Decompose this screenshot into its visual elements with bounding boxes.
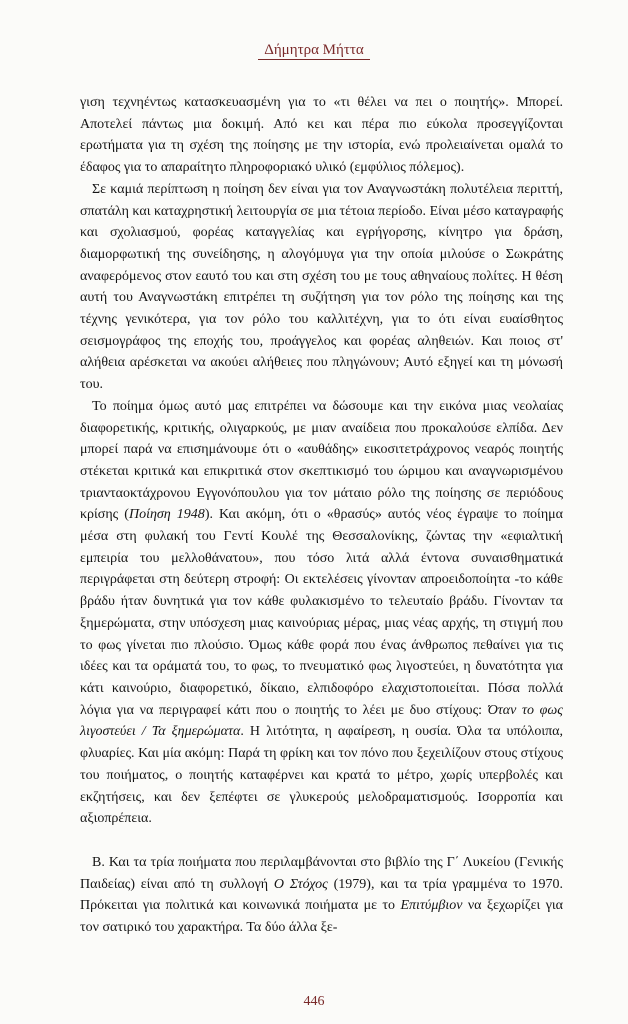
paragraph-3-text-a: Το ποίημα όμως αυτό μας επιτρέπει να δώσουμε και την εικόνα μιας νεολαίας διαφορετικής, κριτικής, ολιγαρκούς, με μιαν αναίδεια που προκαλούσε ελπίδα. Δεν μπορεί παρά να επισημάνουμε ότι ο «αυθάδης» εικοσιτετράχρονος νεαρός ποιητής στέκεται κριτικά και επικριτικά στον σκεπτικισμό του ώριμου και αναγνωρισμένου τριανταοκτάχρονου Εγγονόπουλου για τον μάταιο ρόλο της ποίησης σε περιόδους κρίσης ( [80, 398, 563, 523]
collection-title-o-stochos: Ο Στόχος [273, 876, 328, 892]
paragraph-3-text-b: ). Και ακόμη, ότι ο «θρασύς» αυτός νέος έγραψε το ποίημα μέσα στη φυλακή του Γεντί Κουλέ της Θεσσαλονίκης, ζώντας την «εφιαλτική εμπειρία του μελλοθάνατου», που τόσο λιτά αλλά έντονα συναισθηματικά περιγράφεται στη δεύτερη στροφή: Οι εκτελέσεις γίνονταν απροειδοποίητα -το κάθε βράδυ ήταν δυνητικά για τον κάθε φυλακισμένο το τελευταίο βράδυ. Γίνονταν τα ξημερώματα, στην υπόσχεση μιας καινούριας μέρας, μιας νέας αρχής, τη στιγμή που το φως γίνεται πιο πλούσιο. Όμως κάθε φορά που ένας άνθρωπος πεθαίνει για τις ιδέες και τα οράματά του, το φως, το πνευματικό φως λιγοστεύει, η δυνατότητα για κάτι καινούριο, διαφορετικό, δίκαιο, ελπιδοφόρο ελαχιστοποιείται. Πόσα πολλά λόγια για να περιγραφεί κάτι που ο ποιητής το λέει με δυο στίχους: [80, 507, 563, 718]
section-b-paragraph [80, 852, 563, 939]
body-text [80, 92, 563, 939]
poem-title-poiisi-1948: Ποίηση 1948 [128, 507, 205, 523]
paragraph-3 [80, 396, 563, 830]
page-number: 446 [303, 994, 325, 1009]
section-b-text-a: Β. Και τα τρία ποιήματα που περιλαμβάνονται στο βιβλίο της Γ΄ Λυκείου (Γενικής Παιδείας) είναι από τη συλλογή [80, 854, 563, 892]
section-b-text-c: να ξεχωρίζει για τον σατιρικό του χαρακτήρα. Τα δύο άλλα ξε- [80, 898, 564, 936]
section-b-text-b: (1979), και τα τρία γραμμένα το 1970. Πρόκειται για πολιτικά και κοινωνικά ποιήματα με το [80, 876, 563, 914]
paragraph-2: Σε καμιά περίπτωση η ποίηση δεν είναι για τον Αναγνωστάκη πολυτέλεια περιττή, σπατάλη και καταχρηστική λειτουργία σε μια τέτοια περίοδο. Είναι μέσο καταγραφής και σχολιασμού, φορέας καταγγελίας και εγρήγορσης, κίνητρο για δράση, διαμορφωτική της συνείδησης, η αλογόμυγα για την οποία μιλούσε ο Σωκράτης αναφερόμενος στον εαυτό του και στη σχέση του με τους αθηναίους πολίτες. Η θέση αυτή του Αναγνωστάκη επιτρέπει τη συζήτηση για τον ρόλο της ποίησης και της τέχνης γενικότερα, για τον ρόλο του καλλιτέχνη, για το ότι είναι ευαίσθητος σεισμογράφος της εποχής του, προάγγελος και φορέας αληθειών. Και ποιος στ' αλήθεια αρέσκεται να ακούει αλήθειες που πληγώνουν; Αυτό εξηγεί και τη μόνωσή του. [80, 181, 563, 393]
poem-quote: Όταν το φως λιγοστεύει / Τα ξημερώματα [80, 702, 563, 740]
paragraph-3-text-c: . Η λιτότητα, η αφαίρεση, η ουσία. Όλα τα υπόλοιπα, φλυαρίες. Και μία ακόμη: Παρά τη φρίκη και τον πόνο που ξεχειλίζουν στους στίχους του ποιήματος, ο ποιητής καταφέρνει και κρατά το μέτρο, χωρίς υπερβολές και εκζητήσεις, και δεν ξεπέφτει σε γλυκερούς μελοδραματισμούς. Ισορροπία και αξιοπρέπεια. [80, 724, 563, 827]
running-head [0, 42, 628, 59]
poem-title-epitymvion: Επιτύμβιον [400, 898, 463, 914]
paragraph-1: γιση τεχνηέντως κατασκευασμένη για το «τι θέλει να πει ο ποιητής». Μπορεί. Αποτελεί πάντως μια δοκιμή. Από κει και πέρα πιο εύκολα προσεγγίζονται ερωτήματα για τη σχέση της ποίησης με την ιστορία, ενώ προλειαίνεται ομαλά το έδαφος για το απαραίτητο πληροφοριακό υλικό (εμφύλιος πόλεμος). [80, 95, 563, 176]
running-head-title: Δήμητρα Μήττα [258, 42, 370, 60]
